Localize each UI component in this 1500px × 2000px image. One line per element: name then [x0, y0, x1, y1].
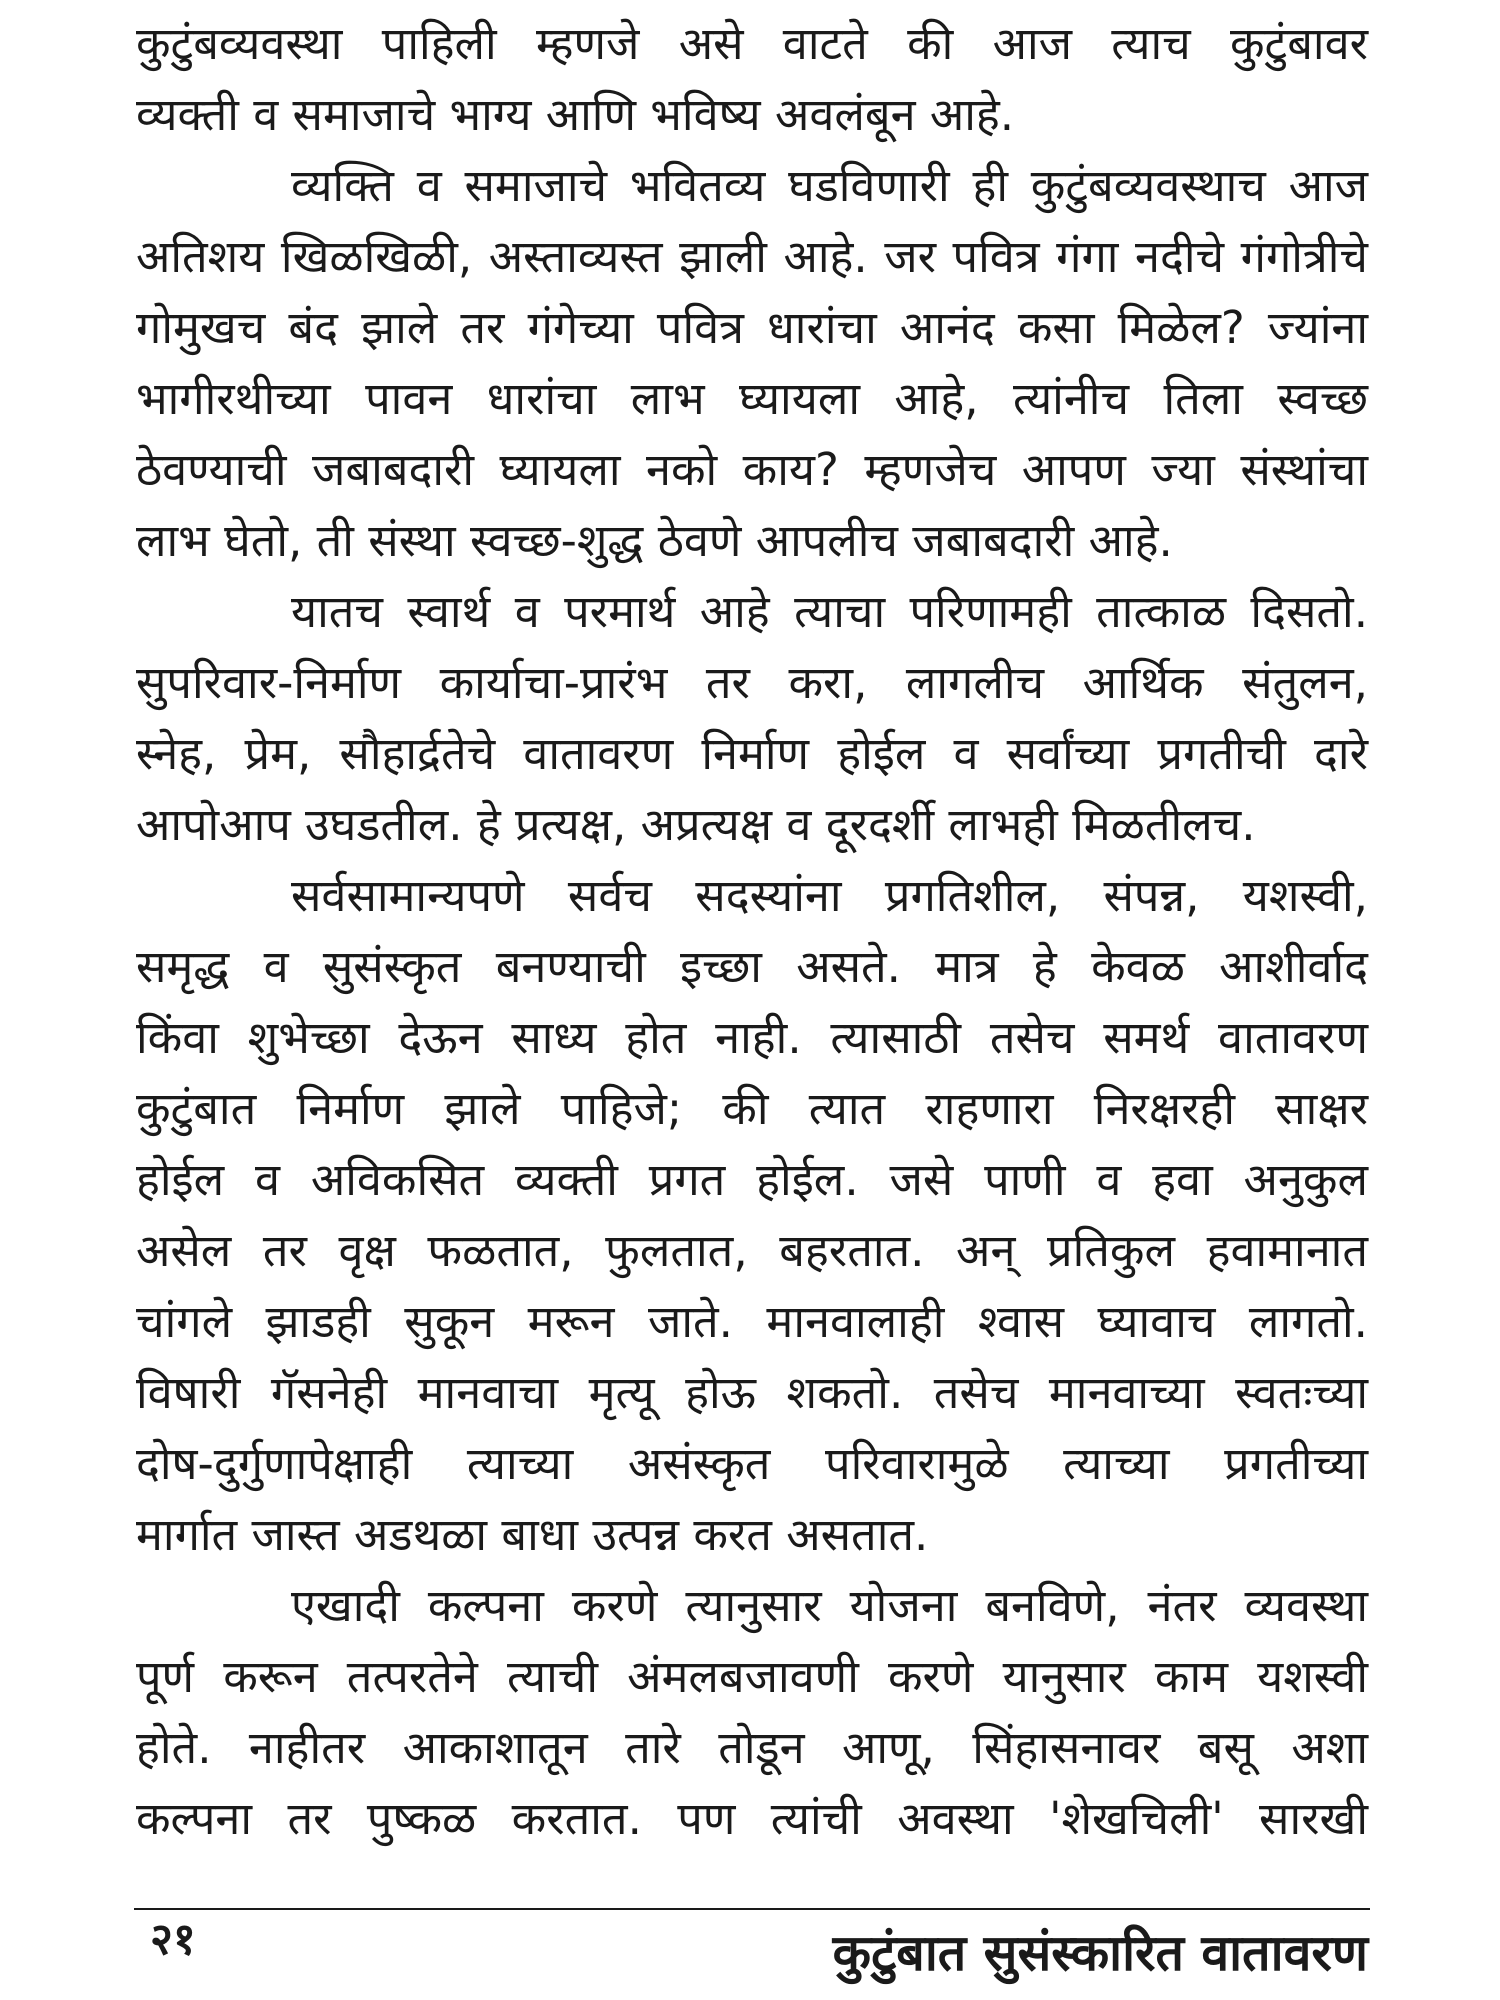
- paragraph-3: [136, 576, 1368, 860]
- text-line: व्यक्ती व समाजाचे भाग्य आणि भविष्य अवलंबून आहे.: [136, 88, 1015, 141]
- paragraph-1: [136, 8, 1368, 150]
- text-line: एखादी कल्पना करणे त्यानुसार योजना बनविणे, नंतर व्यवस्था: [291, 1579, 1368, 1632]
- body-text: [136, 8, 1368, 1854]
- text-line: कुटुंबात निर्माण झाले पाहिजे; की त्यात राहणारा निरक्षरही साक्षर: [136, 1082, 1368, 1135]
- text-line: स्नेह, प्रेम, सौहार्द्रतेचे वातावरण निर्माण होईल व सर्वांच्या प्रगतीची दारे: [136, 727, 1368, 780]
- text-line: व्यक्ति व समाजाचे भवितव्य घडविणारी ही कुटुंबव्यवस्थाच आज: [291, 159, 1368, 212]
- text-line: सुपरिवार-निर्माण कार्याचा-प्रारंभ तर करा, लागलीच आर्थिक संतुलन,: [136, 656, 1368, 709]
- text-line: होईल व अविकसित व्यक्ती प्रगत होईल. जसे पाणी व हवा अनुकुल: [136, 1153, 1368, 1206]
- text-line: यातच स्वार्थ व परमार्थ आहे त्याचा परिणामही तात्काळ दिसतो.: [291, 585, 1368, 638]
- text-line: चांगले झाडही सुकून मरून जाते. मानवालाही श्वास घ्यावाच लागतो.: [136, 1295, 1368, 1348]
- text-line: किंवा शुभेच्छा देऊन साध्य होत नाही. त्यासाठी तसेच समर्थ वातावरण: [136, 1011, 1368, 1064]
- text-line: असेल तर वृक्ष फळतात, फुलतात, बहरतात. अन् प्रतिकुल हवामानात: [136, 1224, 1368, 1277]
- text-line: दोष-दुर्गुणापेक्षाही त्याच्या असंस्कृत परिवारामुळे त्याच्या प्रगतीच्या: [136, 1437, 1368, 1490]
- text-line: ठेवण्याची जबाबदारी घ्यायला नको काय? म्हणजेच आपण ज्या संस्थांचा: [136, 443, 1368, 496]
- paragraph-4: [136, 860, 1368, 1570]
- footer-rule: [134, 1908, 1370, 1910]
- text-line: गोमुखच बंद झाले तर गंगेच्या पवित्र धारांचा आनंद कसा मिळेल? ज्यांना: [136, 301, 1368, 354]
- text-line: लाभ घेतो, ती संस्था स्वच्छ-शुद्ध ठेवणे आपलीच जबाबदारी आहे.: [136, 514, 1173, 567]
- text-line: आपोआप उघडतील. हे प्रत्यक्ष, अप्रत्यक्ष व दूरदर्शी लाभही मिळतीलच.: [136, 798, 1256, 851]
- text-line: सर्वसामान्यपणे सर्वच सदस्यांना प्रगतिशील, संपन्न, यशस्वी,: [291, 869, 1368, 922]
- text-line: कुटुंबव्यवस्था पाहिली म्हणजे असे वाटते की आज त्याच कुटुंबावर: [136, 17, 1368, 70]
- text-line: पूर्ण करून तत्परतेने त्याची अंमलबजावणी करणे यानुसार काम यशस्वी: [136, 1650, 1368, 1703]
- text-line: विषारी गॅसनेही मानवाचा मृत्यू होऊ शकतो. तसेच मानवाच्या स्वतःच्या: [136, 1366, 1368, 1419]
- text-line: होते. नाहीतर आकाशातून तारे तोडून आणू, सिंहासनावर बसू अशा: [136, 1721, 1368, 1774]
- text-line: समृद्ध व सुसंस्कृत बनण्याची इच्छा असते. मात्र हे केवळ आशीर्वाद: [136, 940, 1368, 993]
- text-line: भागीरथीच्या पावन धारांचा लाभ घ्यायला आहे, त्यांनीच तिला स्वच्छ: [136, 372, 1368, 425]
- paragraph-5: [136, 1570, 1368, 1854]
- text-line: मार्गात जास्त अडथळा बाधा उत्पन्न करत असतात.: [136, 1508, 929, 1561]
- paragraph-2: [136, 150, 1368, 576]
- text-line: अतिशय खिळखिळी, अस्ताव्यस्त झाली आहे. जर पवित्र गंगा नदीचे गंगोत्रीचे: [136, 230, 1368, 283]
- running-title: कुटुंबात सुसंस्कारित वातावरण: [832, 1924, 1368, 1982]
- page-number: २१: [150, 1914, 196, 1965]
- text-line: कल्पना तर पुष्कळ करतात. पण त्यांची अवस्था 'शेखचिली' सारखी: [136, 1792, 1368, 1845]
